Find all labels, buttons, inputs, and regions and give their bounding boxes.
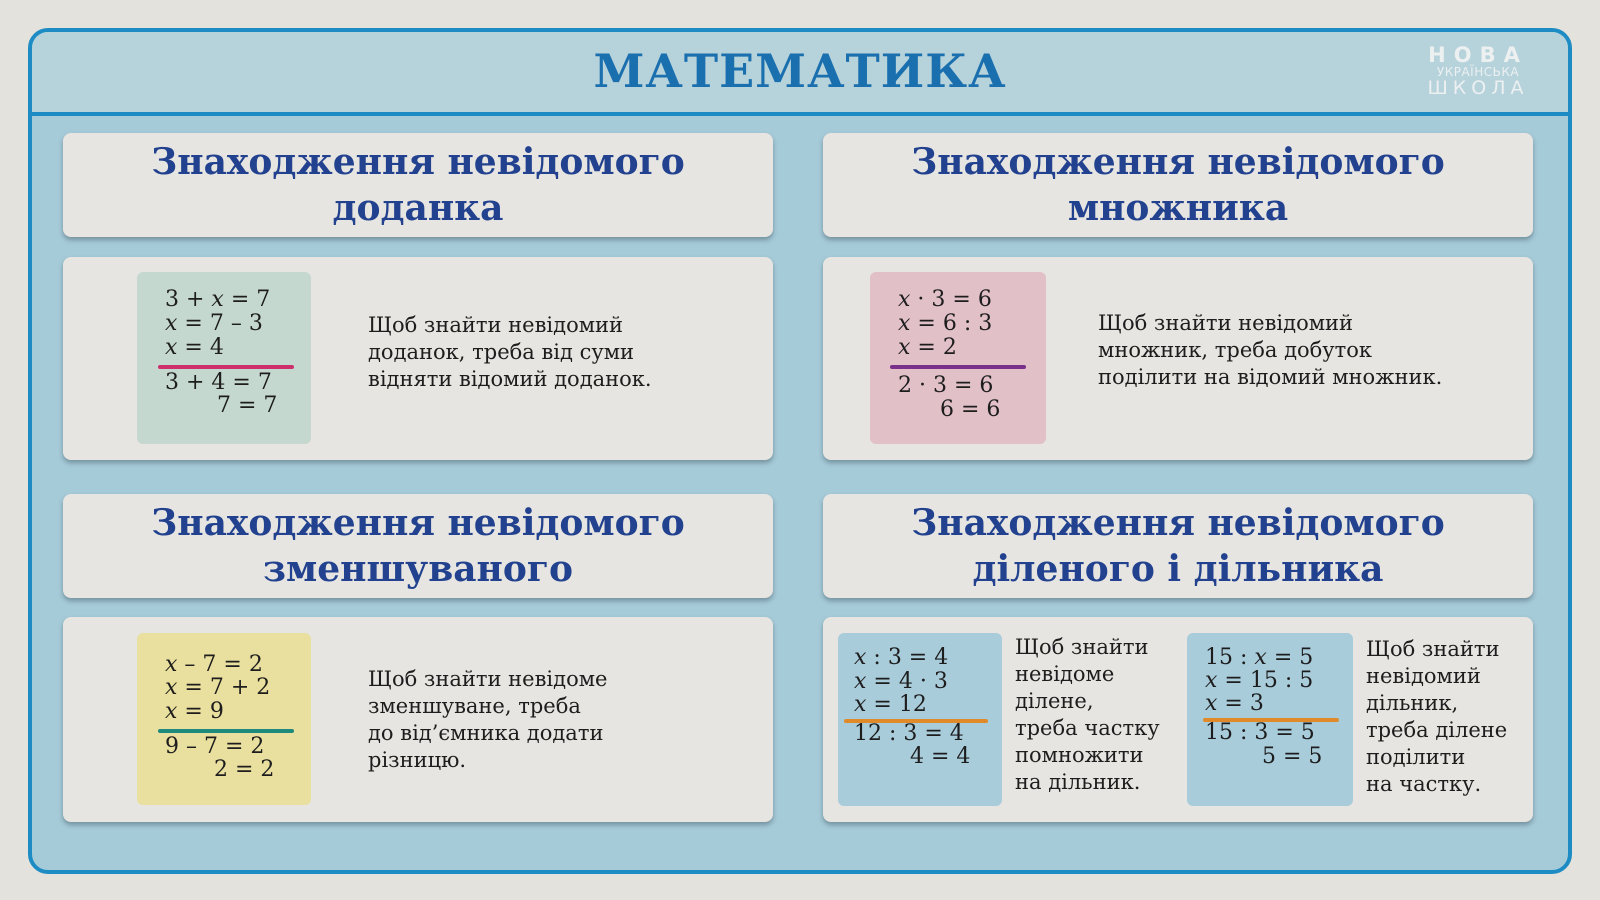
title-card-multiplier <box>823 133 1533 237</box>
equation-divisor-4: 15 : 3 = 5 <box>1205 720 1315 745</box>
page-title: МАТЕМАТИКА <box>593 44 1007 98</box>
rule-divisor-line: треба ділене <box>1366 718 1508 742</box>
rule-dividend-line: треба частку <box>1015 716 1160 740</box>
rule-multiplier-line: Щоб знайти невідомий <box>1098 311 1354 335</box>
rule-addend-line: доданок, треба від суми <box>368 340 635 364</box>
content-card-multiplier <box>823 257 1533 460</box>
equation-dividend-5: 4 = 4 <box>910 744 971 769</box>
rule-text-minuend <box>368 666 607 774</box>
equation-box-dividend <box>838 633 1002 806</box>
equation-divisor-3: x = 3 <box>1205 691 1264 716</box>
rule-dividend-line: невідоме <box>1015 662 1115 686</box>
equation-multiplier-1: x · 3 = 6 <box>898 287 992 312</box>
rule-minuend-line: різницю. <box>368 748 467 772</box>
rule-multiplier-line: поділити на відомий множник. <box>1098 365 1443 389</box>
equation-addend-5: 7 = 7 <box>217 393 278 418</box>
rule-text-addend <box>368 312 652 393</box>
rule-addend-line: відняти відомий доданок. <box>368 367 652 391</box>
equation-minuend-4: 9 – 7 = 2 <box>165 734 265 759</box>
equation-divisor-2: x = 15 : 5 <box>1205 668 1314 693</box>
equation-box-divisor <box>1187 633 1353 806</box>
rule-minuend-line: зменшуване, треба <box>368 694 581 718</box>
rule-text-dividend <box>1015 634 1160 796</box>
equation-box-addend <box>137 272 311 444</box>
equation-divisor-1: 15 : x = 5 <box>1205 645 1314 670</box>
rule-text-divisor <box>1366 636 1507 798</box>
content-card-division <box>823 617 1533 822</box>
equation-minuend-1: x – 7 = 2 <box>165 652 263 677</box>
title-multiplier-line1: Знаходження невідомого <box>911 141 1445 183</box>
equation-minuend-3: x = 9 <box>165 699 224 724</box>
rule-divisor-line: невідомий <box>1366 664 1481 688</box>
equation-multiplier-4: 2 · 3 = 6 <box>898 373 994 398</box>
equation-dividend-4: 12 : 3 = 4 <box>854 721 964 746</box>
rule-dividend-line: Щоб знайти <box>1015 635 1149 659</box>
title-card-division <box>823 494 1533 598</box>
rule-minuend-line: Щоб знайти невідоме <box>368 667 608 691</box>
logo-line-1: НОВА <box>1428 43 1528 67</box>
rule-divisor-line: на частку. <box>1366 772 1482 796</box>
equation-addend-2: x = 7 – 3 <box>165 311 263 336</box>
logo-line-2: УКРАЇНСЬКА <box>1436 65 1520 79</box>
rule-dividend-line: ділене, <box>1015 689 1094 713</box>
content-card-minuend <box>63 617 773 822</box>
rule-divisor-line: Щоб знайти <box>1366 637 1500 661</box>
title-addend-line1: Знаходження невідомого <box>151 141 685 183</box>
rule-text-multiplier <box>1098 310 1442 391</box>
rule-dividend-line: на дільник. <box>1015 770 1141 794</box>
equation-addend-1: 3 + x = 7 <box>165 287 271 312</box>
equation-box-multiplier <box>870 272 1046 444</box>
title-minuend-line1: Знаходження невідомого <box>151 502 685 544</box>
title-minuend-line2: зменшуваного <box>262 548 573 590</box>
rule-dividend-line: помножити <box>1015 743 1144 767</box>
equation-box-minuend <box>137 633 311 805</box>
equation-dividend-1: x : 3 = 4 <box>854 645 949 670</box>
check-separator-multiplier <box>890 365 1026 369</box>
rule-multiplier-line: множник, треба добуток <box>1098 338 1373 362</box>
check-separator-addend <box>158 365 294 369</box>
rule-divisor-line: поділити <box>1366 745 1466 769</box>
title-division-line2: діленого і дільника <box>972 548 1384 590</box>
equation-multiplier-3: x = 2 <box>898 335 957 360</box>
title-card-minuend <box>63 494 773 598</box>
nova-ukrainska-shkola-logo <box>1426 44 1530 98</box>
equation-dividend-2: x = 4 · 3 <box>854 669 948 694</box>
equation-minuend-2: x = 7 + 2 <box>165 675 271 700</box>
equation-multiplier-2: x = 6 : 3 <box>898 311 993 336</box>
title-multiplier-line2: множника <box>1067 187 1289 229</box>
equation-addend-4: 3 + 4 = 7 <box>165 370 272 395</box>
equation-multiplier-5: 6 = 6 <box>940 397 1001 422</box>
rule-addend-line: Щоб знайти невідомий <box>368 313 624 337</box>
title-division-line1: Знаходження невідомого <box>911 502 1445 544</box>
equation-minuend-5: 2 = 2 <box>214 757 275 782</box>
header-bar <box>32 32 1568 116</box>
title-addend-line2: доданка <box>332 187 504 229</box>
logo-line-3: ШКОЛА <box>1427 77 1529 99</box>
rule-divisor-line: дільник, <box>1366 691 1459 715</box>
equation-addend-3: x = 4 <box>165 335 224 360</box>
equation-dividend-3: x = 12 <box>854 692 927 717</box>
rule-minuend-line: до від’ємника додати <box>368 721 604 745</box>
equation-divisor-5: 5 = 5 <box>1262 744 1323 769</box>
title-card-addend <box>63 133 773 237</box>
check-separator-minuend <box>158 729 294 733</box>
content-card-addend <box>63 257 773 460</box>
